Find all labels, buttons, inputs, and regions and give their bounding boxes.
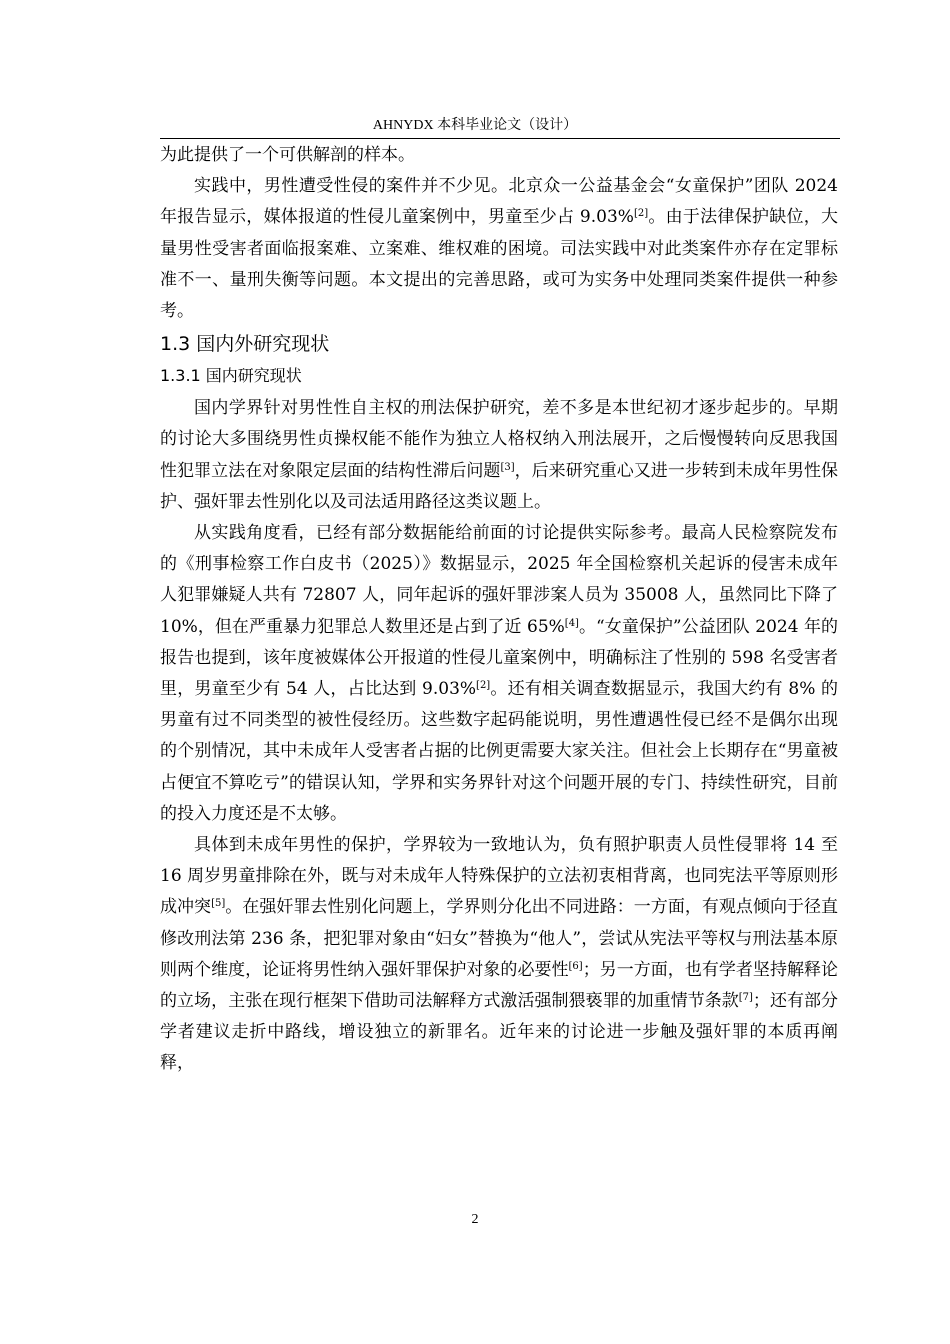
paragraph-practice-data (160, 518, 838, 830)
citation-ref: [2] (633, 208, 649, 220)
paragraph-domestic-research (160, 393, 838, 518)
paragraph-text: ；另一方面，也有学者坚持解释论的立场，主张在现行框架下借助司法解释方式激活强制猥亵罪的加重情节条款 (160, 959, 839, 1012)
citation-ref: [6] (568, 960, 583, 972)
paragraph-text: 具体到未成年男性的保护，学界较为一致地认为，负有照护职责人员性侵罪将 14 至 16 周岁男童排除在外，既与对未成年人特殊保护的立法初衷相背离，也同宪法平等原则形成冲突 (160, 835, 838, 918)
paragraph-practice (160, 171, 838, 327)
paragraph-continuation (160, 140, 838, 171)
running-header: AHNYDX 本科毕业论文（设计） (372, 118, 578, 133)
citation-ref: [7] (738, 992, 753, 1004)
paragraph-text: 。“女童保护”公益团队 2024 年的报告也提到，该年度被媒体公开报道的性侵儿童案例中，明确标注了性别的 598 名受害者里，男童至少有 54 人，占比达到 9.03% (160, 616, 839, 700)
citation-ref: [2] (476, 680, 491, 692)
citation-ref: [5] (211, 898, 226, 910)
paragraph-text: 。在强奸罪去性别化问题上，学界则分化出不同进路：一方面，有观点倾向于径直修改刑法第 236 条，把犯罪对象由“妇女”替换为“他人”，尝试从宪法平等权与刑法基本原则两个维度，论证将男性纳入强奸罪保护对象的必要性 (160, 897, 839, 980)
paragraph-text: 。由于法律保护缺位，大量男性受害者面临报案难、立案难、维权难的困境。司法实践中对此类案件亦存在定罪标准不一、量刑失衡等问题。本文提出的完善思路，或可为实务中处理同类案件提供一种参考。 (160, 207, 838, 322)
paragraph-text: 。还有相关调查数据显示，我国大约有 8% 的男童有过不同类型的被性侵经历。这些数字起码能说明，男性遭遇性侵已经不是偶尔出现的个别情况，其中未成年人受害者占据的比例更需要大家关注。但社会上长期存在“男童被占便宜不算吃亏”的错误认知，学界和实务界针对这个问题开展的专门、持续性研究，目前的投入力度还是不太够。 (160, 679, 838, 824)
citation-ref: [3] (500, 461, 515, 473)
paragraph-text: 从实践角度看，已经有部分数据能给前面的讨论提供实际参考。最高人民检察院发布的《刑事检察工作白皮书（2025）》数据显示，2025 年全国检察机关起诉的侵害未成年人犯罪嫌疑人共有 72807 人，同年起诉的强奸罪涉案人员为 35008 人，虽然同比下降了 10%，但在严重暴力犯罪总人数里还是占到了近 65% (160, 523, 838, 637)
paragraph-text: ，后来研究重心又进一步转到未成年男性保护、强奸罪去性别化以及司法适用路径这类议题上。 (160, 460, 839, 512)
paragraph-text: 国内学界针对男性性自主权的刑法保护研究，差不多是本世纪初才逐步起步的。早期的讨论大多围绕男性贞操权能不能作为独立人格权纳入刑法展开，之后慢慢转向反思我国性犯罪立法在对象限定层面的结构性滞后问题 (160, 398, 838, 481)
paragraph-text: 实践中，男性遭受性侵的案件并不少见。北京众一公益基金会“女童保护”团队 2024 年报告显示，媒体报道的性侵儿童案例中，男童至少占 9.03% (160, 176, 838, 228)
paragraph-text: ；还有部分学者建议走折中路线，增设独立的新罪名。近年来的讨论进一步触及强奸罪的本质再阐释， (160, 991, 839, 1074)
paragraph-text: 为此提供了一个可供解剖的样本。 (160, 145, 415, 165)
citation-ref: [4] (564, 617, 579, 629)
page-number: 2 (471, 1212, 479, 1227)
header-rule (160, 138, 840, 139)
paragraph-minor-protection (160, 830, 838, 1080)
subsection-heading-1-3-1: 1.3.1 国内研究现状 (160, 366, 302, 386)
document-body (160, 140, 838, 1080)
section-heading-1-3: 1.3 国内外研究现状 (160, 333, 330, 356)
